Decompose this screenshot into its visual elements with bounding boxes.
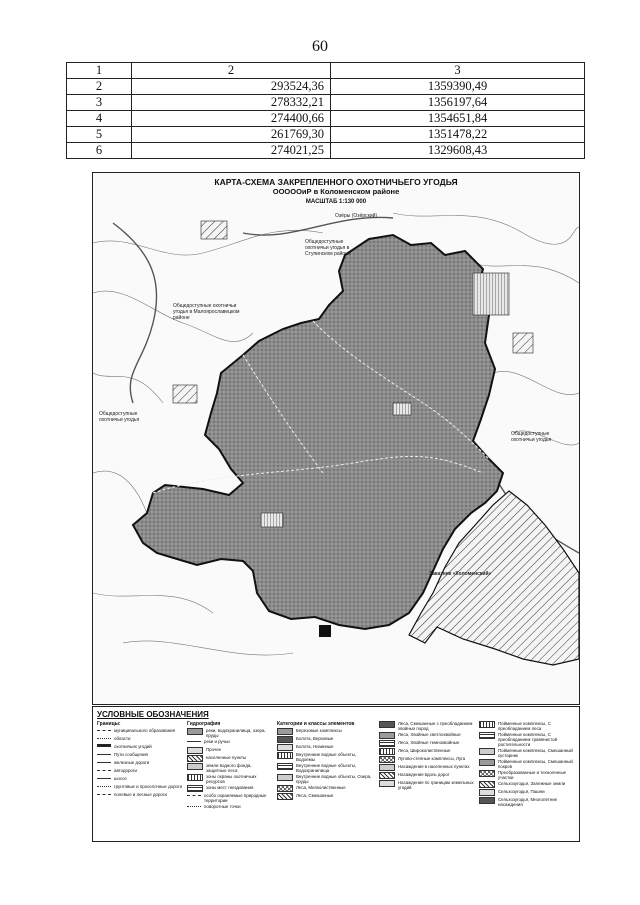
legend-item [379,764,475,771]
legend-label: Леса, Хвойные темнохвойные [398,740,460,745]
legend-item [479,721,575,731]
coord-y: 1354651,84 [331,111,585,127]
legend-label: Пойменные комплексы, С преобладанием леса [498,721,551,731]
legend-swatch-grey [187,728,203,735]
legend-item [277,763,375,773]
legend-item [479,770,575,780]
legend-swatch-dotted [479,748,495,755]
coord-y: 1351478,22 [331,127,585,143]
legend-swatch-dot [187,806,201,807]
legend-item [379,748,475,755]
coord-x: 278332,21 [132,95,331,111]
legend-swatch-hatch [187,755,203,762]
map-label-right-2: Заказник «Коломенский» [429,571,492,577]
legend-label: шоссе [114,776,127,781]
legend-column-1 [97,721,183,800]
legend-heading: Категории и классы элементов [277,721,355,727]
legend-label: особо охраняемые природные территории [204,793,267,803]
legend-column-4 [379,721,475,791]
legend-swatch-dgrey [479,797,495,804]
legend-item [187,763,273,773]
hunting-ground-map [92,172,580,705]
legend-item [379,721,475,731]
legend-swatch-hatch [277,793,293,800]
legend-item [479,759,575,769]
legend-label: Насаждения по границам земельных угодий [398,780,474,790]
legend-column-3 [277,721,375,801]
legend-swatch-dot [97,738,111,739]
coord-x: 274400,66 [132,111,331,127]
legend-item [187,728,273,738]
legend-label: грунтовые и проселочные дороги [114,784,183,789]
map-label-left-1: Общедоступные охотничьи угодья в Малоярославецком районе [173,303,240,321]
legend-label: Преобразованные и техногенные участки [498,770,567,780]
legend-item [187,774,273,784]
legend-swatch-light [277,744,293,751]
coord-x: 293524,36 [132,79,331,95]
legend-swatch-vert [277,752,293,759]
legend-swatch-horz [187,785,203,792]
legend-item [277,752,375,762]
map-label-left-2: Общедоступные охотничьи угодья [99,411,140,423]
legend-label: населенные пункты [206,755,247,760]
legend-swatch-dash [97,730,111,731]
legend-item [277,744,375,751]
legend-item [187,747,273,754]
legend-item [277,728,375,735]
legend-item [479,797,575,807]
legend-title: УСЛОВНЫЕ ОБОЗНАЧЕНИЯ [97,710,209,719]
legend-swatch-dash [97,794,111,795]
legend-heading: Гидрография [187,721,221,727]
header-cell: 2 [132,63,331,79]
legend-column-2 [187,721,273,812]
legend-label: Березовые комплексы [296,728,342,733]
legend-item [379,780,475,790]
map-legend [92,706,580,842]
map-scale: МАСШТАБ 1:130 000 [305,199,367,205]
legend-swatch-dot [97,786,111,787]
legend-label: Леса, Мелколиственные [296,785,346,790]
point-number: 5 [67,127,132,143]
legend-item [187,739,273,746]
legend-item [97,792,183,799]
legend-swatch-thick [97,744,111,747]
legend-label: зоны мест гнездования [206,785,254,790]
legend-label: Насаждения в населенных пунктах [398,764,470,769]
legend-label: Внутренние водные объекты, Водохранилища [296,763,357,773]
point-number: 6 [67,143,132,159]
legend-swatch-grey [277,728,293,735]
legend-label: Внутренние водные объекты, Водоемы [296,752,357,762]
point-number: 2 [67,79,132,95]
legend-item [97,760,183,767]
map-label-top-right: Общедоступные охотничьи угодья в Ступинском районе [305,239,351,257]
table-row [67,127,585,143]
legend-item [379,756,475,763]
legend-item [277,736,375,743]
legend-item [97,736,183,743]
legend-swatch-cross [277,785,293,792]
legend-item [187,785,273,792]
legend-label: реки, водохранилища, озера, пруды [206,728,266,738]
table-header-row [67,63,585,79]
legend-label: Болота, Низинные [296,744,334,749]
legend-label: муниципального образования [114,728,175,733]
legend-label: земли водного фонда, защитные леса [206,763,252,773]
legend-item [379,740,475,747]
legend-label: Внутренние водные объекты, Озера, пруды [296,774,372,784]
legend-swatch-vert [187,774,203,781]
legend-item [97,776,183,783]
coord-x: 274021,25 [132,143,331,159]
legend-item [479,789,575,796]
map-title-block [93,177,579,207]
legend-swatch-light [479,789,495,796]
legend-label: охотничьих угодий [114,744,152,749]
legend-swatch-line [97,778,111,779]
legend-label: Сельхозугодья, Пашни [498,789,545,794]
table-row [67,111,585,127]
legend-swatch-vert [379,748,395,755]
header-cell: 1 [67,63,132,79]
legend-label: Лугово-степные комплексы, Луга [398,756,466,761]
legend-label: Болота, Верховые [296,736,334,741]
legend-swatch-dgrey [379,721,395,728]
legend-item [479,732,575,747]
map-title: КАРТА-СХЕМА ЗАКРЕПЛЕННОГО ОХОТНИЧЬЕГО УГОДЬЯ [214,177,458,187]
legend-item [97,728,183,735]
table-row [67,95,585,111]
legend-item [97,744,183,751]
legend-swatch-dash [187,795,201,796]
legend-swatch-light [187,747,203,754]
table-row [67,79,585,95]
legend-item [479,781,575,788]
legend-label: Пойменные комплексы, Смешанный покров [498,759,573,769]
legend-swatch-line [97,762,111,763]
map-label-top: Озёры (Озёрский) [335,213,378,219]
legend-label: полевые и лесные дороги [114,792,167,797]
coord-y: 1356197,64 [331,95,585,111]
header-cell: 3 [331,63,585,79]
legend-swatch-horz [277,763,293,770]
legend-label: Насаждения вдоль дорог [398,772,450,777]
legend-swatch-vert [479,721,495,728]
legend-heading: Границы: [97,721,121,727]
legend-column-5 [479,721,575,808]
settlement-marker [319,625,331,637]
map-label-right-1: Общедоступные охотничьи угодья [511,431,552,443]
legend-swatch-dotted [277,774,293,781]
legend-swatch-line [187,741,201,742]
legend-swatch-dotted [379,764,395,771]
legend-label: Сельхозугодья, Многолетние насаждения [498,797,558,807]
coord-y: 1359390,49 [331,79,585,95]
legend-item [187,804,273,811]
coord-x: 261769,30 [132,127,331,143]
legend-swatch-cross [479,770,495,777]
legend-label: Леса, Смешанные [296,793,334,798]
legend-label: Пойменные комплексы, С преобладанием травянистой растительности [498,732,558,747]
map-subtitle: ОООООиР в Коломенском районе [272,187,400,196]
legend-label: поворотные точки [204,804,241,809]
legend-swatch-dgrey [277,736,293,743]
legend-label: автодороги [114,768,137,773]
legend-swatch-cross [379,756,395,763]
legend-item [277,793,375,800]
legend-label: зоны охраны охотничьих ресурсов [206,774,257,784]
legend-swatch-grey [479,759,495,766]
page-number: 60 [312,38,328,55]
legend-swatch-light [379,780,395,787]
table-row [67,143,585,159]
legend-swatch-hatch [379,772,395,779]
legend-label: Леса, Хвойные светлохвойные [398,732,461,737]
legend-item [379,772,475,779]
legend-label: Пути сообщения [114,752,148,757]
legend-label: Сельхозугодья, Залежные земли [498,781,566,786]
coordinates-table [66,62,585,159]
legend-swatch-horz [479,732,495,739]
legend-swatch-hatch [479,781,495,788]
legend-item [187,793,273,803]
legend-item [379,732,475,739]
legend-label: железные дороги [114,760,150,765]
point-number: 3 [67,95,132,111]
legend-swatch-grey [379,732,395,739]
legend-label: Прочее [206,747,222,752]
legend-item [277,785,375,792]
legend-swatch-dotted [187,763,203,770]
legend-swatch-dash [97,770,111,771]
legend-swatch-line [97,754,111,755]
legend-label: области [114,736,131,741]
legend-item [479,748,575,758]
legend-label: Леса, Широколиственные [398,748,451,753]
legend-item [97,768,183,775]
legend-label: реки и ручьи [204,739,230,744]
legend-label: Пойменные комплексы, Смешанный кустарник [498,748,573,758]
legend-item [97,752,183,759]
coord-y: 1329608,43 [331,143,585,159]
legend-label: Леса, Смешанные с преобладанием хвойных пород [398,721,473,731]
point-number: 4 [67,111,132,127]
legend-item [187,755,273,762]
legend-item [277,774,375,784]
legend-swatch-horz [379,740,395,747]
legend-item [97,784,183,791]
